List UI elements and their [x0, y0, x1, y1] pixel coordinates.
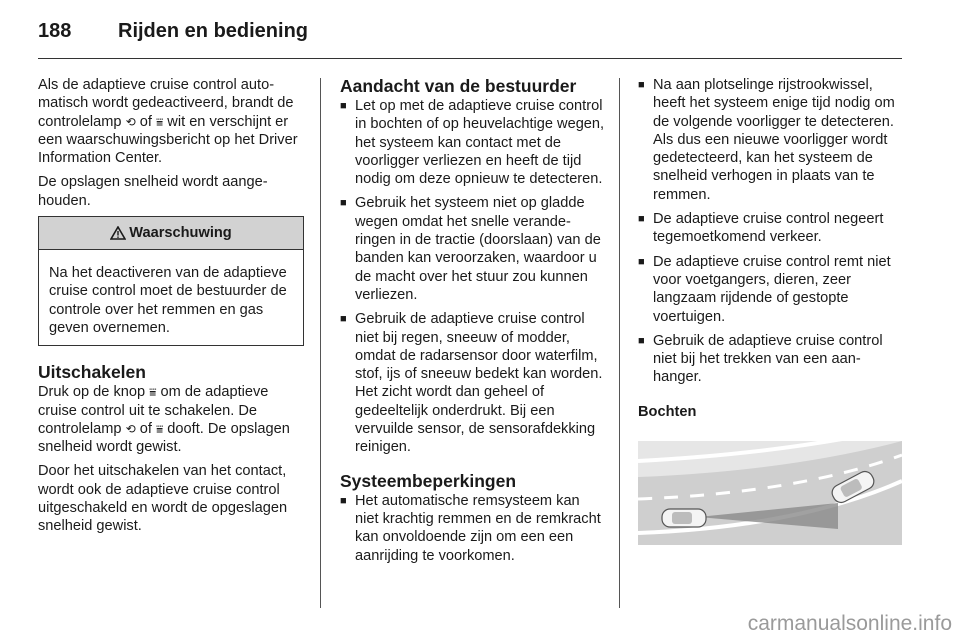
adaptive-cruise-lamp-icon: ⩸	[155, 421, 164, 436]
adaptive-cruise-button-icon: ⩸	[149, 385, 157, 400]
figure-title: Bochten	[638, 403, 697, 420]
paragraph-speed-kept: De opslagen snelheid wordt aangehouden.	[38, 174, 268, 209]
list-item: ■ De adaptieve cruise control negeert tegemoetkomend verkeer.	[638, 211, 884, 246]
list-item: ■ Na aan plotselinge rijstrookwissel, heeft het systeem enige tijd nodig om de volgende voorligger te detecteren. Als dus een nieuwe voorligger wordt gedetecteerd, kan het systeem de snelheid verhogen in plaats van te remmen.	[638, 77, 895, 203]
warning-box	[38, 216, 304, 346]
bullet-icon: ■	[340, 494, 347, 507]
bullet-icon: ■	[340, 197, 347, 210]
list-item: ■ Het automatische remsysteem kan niet krachtig remmen en de remkracht kan onvoldoende zijn om een een aanrijding te voorkomen.	[340, 492, 601, 564]
column-divider-1	[320, 78, 321, 608]
bullet-icon: ■	[638, 255, 645, 268]
limits-list-continued	[638, 76, 904, 387]
cruise-control-lamp-icon: ⟲	[125, 421, 136, 436]
adaptive-cruise-lamp-icon: ⩸	[155, 114, 164, 129]
road-curve-image	[638, 441, 902, 545]
warning-triangle-icon	[110, 226, 126, 240]
column-3	[638, 76, 904, 545]
curve-illustration	[638, 441, 902, 545]
list-item: ■ Gebruik de adaptieve cruise control niet bij regen, sneeuw of modder, omdat de radarsensor door waterfilm, stof, ijs of sneeuw bedekt kan worden. Het zicht wordt dan geheel of gedeeltelijk onderdrukt. Bij een vervuilde sensor, de sensorafdekking reinigen.	[340, 311, 603, 456]
attention-list	[340, 97, 606, 457]
warning-text: Na het deactiveren van de adaptieve cruise control moet de bestuurder de controle over het remmen en gas geven overnemen.	[49, 265, 287, 336]
list-item: ■ De adaptieve cruise control remt niet voor voetgangers, dieren, zeer langzaam rijdende of gestopte voertuigen.	[638, 253, 891, 325]
bullet-icon: ■	[340, 100, 347, 112]
warning-header	[39, 217, 303, 250]
paragraph-switch-off: Druk op de knop ⩸ om de adaptieve cruise control uit te schakelen. De controlelamp ⟲ of ⩸ dooft. De opslagen snelheid wordt gewist.	[38, 384, 290, 456]
limits-list	[340, 492, 606, 565]
list-item: ■ Let op met de adaptieve cruise control in bochten of op heuvelachtige wegen, het systeem kan contact met de voorligger verliezen en heeft de tijd nodig om deze opnieuw te detecteren.	[340, 98, 605, 188]
list-item: ■ Gebruik de adaptieve cruise control niet bij het trekken van een aanhanger.	[638, 332, 883, 386]
bullet-icon: ■	[638, 334, 645, 347]
column-divider-2	[619, 78, 620, 608]
paragraph-auto-deactivate: Als de adaptieve cruise control automatisch wordt gedeactiveerd, brandt de controlelamp ⟲ of ⩸ wit en verschijnt er een waarschuwingsbericht op het Driver Information Center.	[38, 77, 298, 167]
watermark: carmanualsonline.info	[747, 612, 952, 635]
bullet-icon: ■	[638, 79, 645, 91]
warning-title: Waarschuwing	[129, 224, 232, 241]
header-rule	[38, 58, 902, 59]
bullet-icon: ■	[340, 313, 347, 326]
section-title-uitschakelen: Uitschakelen	[38, 362, 146, 383]
page-number: 188	[38, 20, 72, 42]
list-item: ■ Gebruik het systeem niet op gladde wegen omdat het snelle veranderingen in de tractie (doorslaan) van de banden kan veroorzaken, waardoor u de macht over het stuur zou kunnen verliezen.	[340, 195, 601, 303]
bullet-icon: ■	[638, 213, 645, 226]
chapter-title: Rijden en bediening	[118, 20, 309, 42]
section-title-limits: Systeembeperkingen	[340, 470, 517, 491]
cruise-control-lamp-icon: ⟲	[125, 114, 136, 129]
column-1	[38, 76, 304, 542]
section-title-attention: Aandacht van de bestuurder	[340, 76, 577, 96]
column-2	[340, 76, 606, 571]
paragraph-ignition-off: Door het uitschakelen van het contact, wordt ook de adaptieve cruise control uitgeschakeld en wordt de opgeslagen snelheid gewist.	[38, 463, 288, 535]
